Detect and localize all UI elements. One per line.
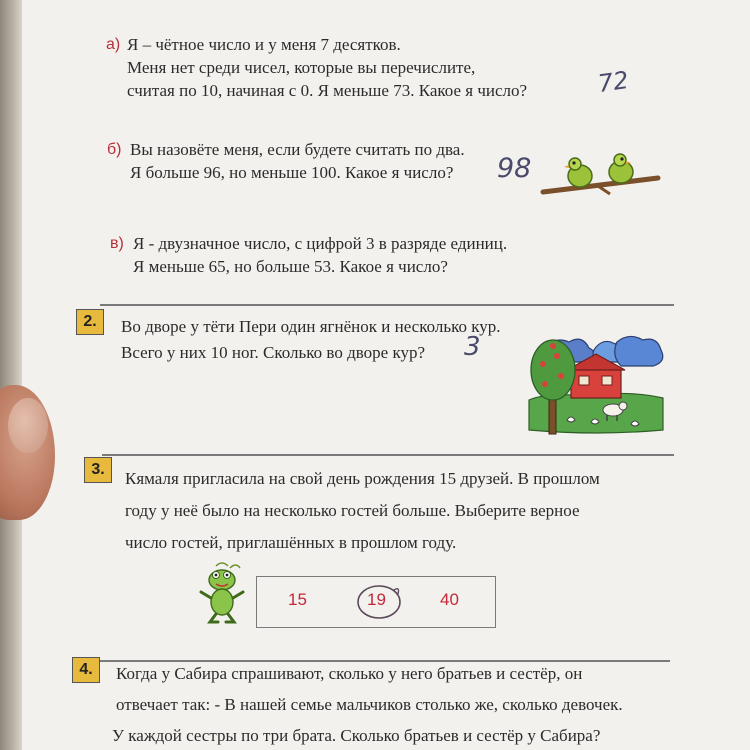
problem3-number-badge: 3. (84, 457, 112, 483)
problem2-number-badge: 2. (76, 309, 104, 335)
problem1c-letter: в) (110, 235, 124, 252)
problem3-line3: число гостей, приглашённых в прошлом году. (125, 533, 457, 552)
problem3-line2: году у неё было на несколько гостей больше. Выберите верное (125, 501, 580, 520)
frog-illustration (196, 560, 248, 626)
problem1b-line2: Я больше 96, но меньше 100. Какое я число? (130, 163, 454, 182)
choice-option: 40 (440, 590, 459, 609)
problem4-line3: У каждой сестры по три брата. Сколько братьев и сестёр у Сабира? (112, 726, 601, 745)
page-edge (0, 0, 22, 750)
problem2-handwritten-answer: 3 (464, 332, 481, 362)
separator-line (102, 454, 674, 456)
fingernail (8, 398, 48, 453)
problem4-number-badge: 4. (72, 657, 100, 683)
problem1a-line1: Я – чётное число и у меня 7 десятков. (127, 35, 401, 54)
problem2-line2: Всего у них 10 ног. Сколько во дворе кур? (121, 343, 426, 362)
problem4-line1: Когда у Сабира спрашивают, сколько у него братьев и сестёр, он (116, 664, 583, 683)
problem1b-handwritten-answer: 98 (497, 153, 532, 184)
problem4-line2: отвечает так: - В нашей семье мальчиков столько же, сколько девочек. (116, 695, 623, 714)
problem1c-line1: Я - двузначное число, с цифрой 3 в разряде единиц. (133, 234, 508, 253)
problem1b-letter: б) (107, 141, 122, 158)
choice-option: 15 (288, 590, 307, 609)
problem1c-line2: Я меньше 65, но больше 53. Какое я число? (133, 257, 448, 276)
birds-on-branch-illustration (538, 150, 663, 200)
problem1a-handwritten-answer: 72 (596, 66, 631, 98)
problem3-line1: Кямаля пригласила на свой день рождения 15 друзей. В прошлом (125, 469, 600, 488)
separator-line (100, 304, 674, 306)
handwritten-circle-mark (354, 582, 404, 622)
problem2-line1: Во дворе у тёти Пери один ягнёнок и несколько кур. (121, 317, 501, 336)
problem1b-line1: Вы назовёте меня, если будете считать по два. (130, 140, 465, 159)
problem1a-line3: считая по 10, начиная с 0. Я меньше 73. Какое я число? (127, 81, 528, 100)
problem1a-letter: а) (106, 36, 121, 53)
problem1a-line2: Меня нет среди чисел, которые вы перечислите, (127, 58, 476, 77)
farm-illustration (527, 334, 665, 438)
choice-option: 19 (367, 590, 386, 609)
